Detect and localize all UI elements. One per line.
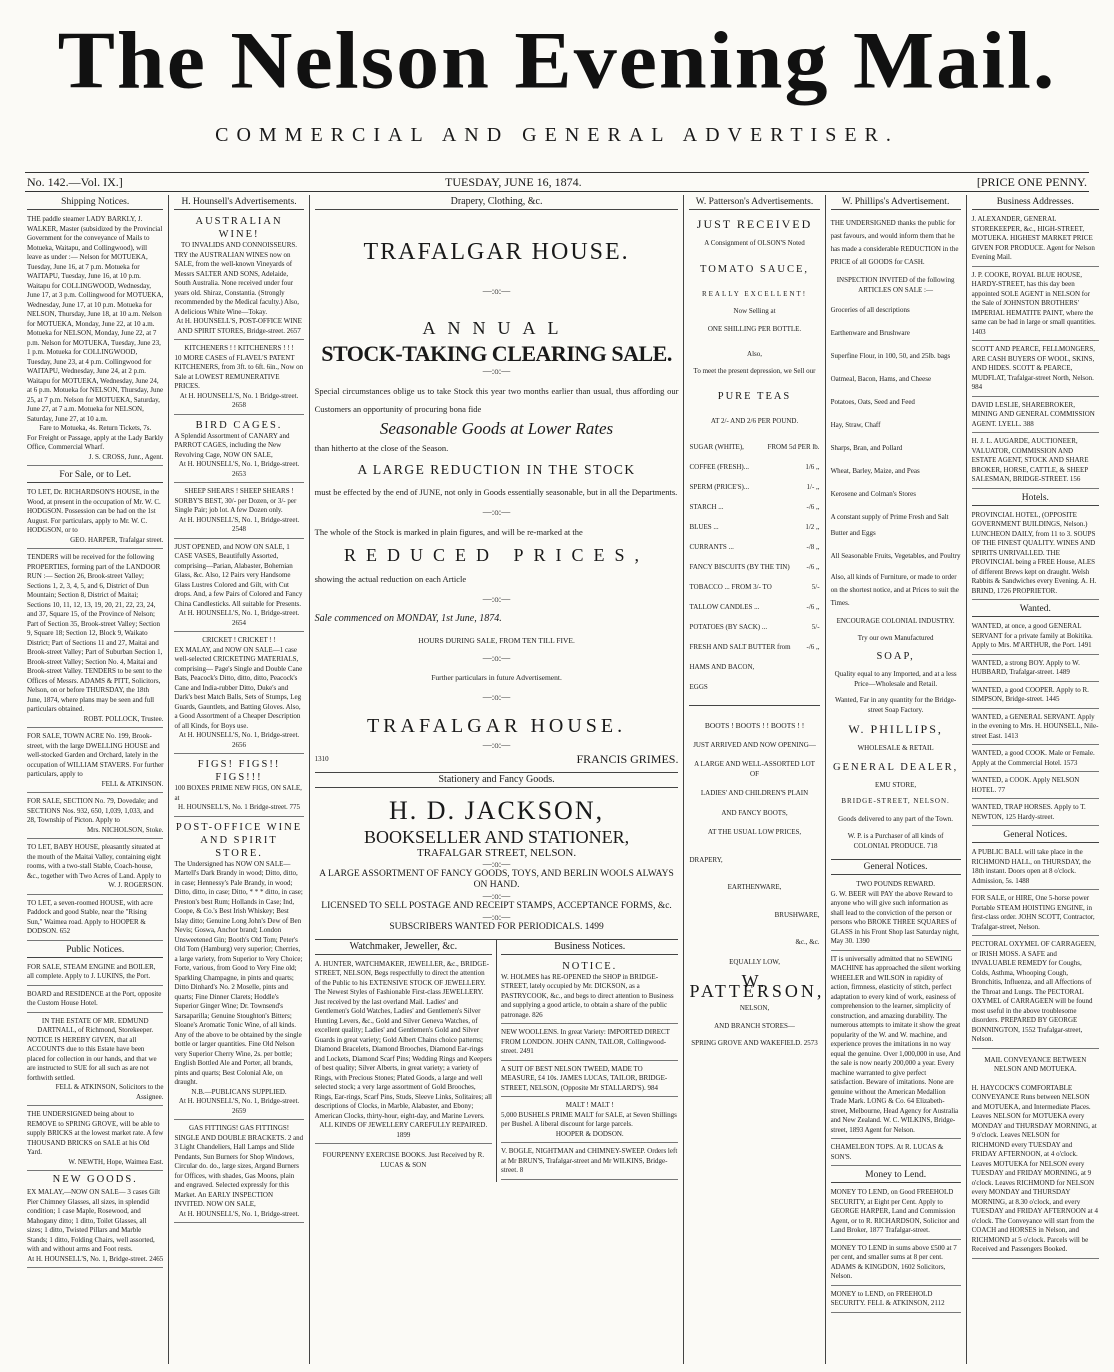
newspaper-title: The Nelson Evening Mail. xyxy=(57,14,1057,106)
trafalgar-house-title: TRAFALGAR HOUSE. xyxy=(363,239,630,265)
advertisement: TO LET, Dr. RICHARDSON'S HOUSE, in the Wood, at present in the occupation of Mr. W. C. HODGSON. Possession can be had on the 1st August. For particulars, apply to Mr. W. C. HODGSON, or to GEO. HARPER, Trafalgar street. xyxy=(27,486,163,549)
issue-number: No. 142.—Vol. IX.] xyxy=(27,175,123,189)
advertisement: THE paddle steamer LADY BARKLY, J. WALKER, Master (subsidized by the Provincial Government for the conveyance of Mails to Motueka, Waitapu, and Collingwood), will leave as under :— Nelson for MOTUEKA, Tuesday, June 16, at 7 p.m. Motueka for WAITAPU, Tuesday, June 16, at 10 p.m. Waitapu for COLLINGWOOD, Wednesday, June 17, at 3 p.m. Collingwood for MOTUEKA, Wednesday, June 17, at 10 p.m. Motueka for NELSON, Thursday, June 18, at 10 a.m. Nelson for MOTUEKA, Monday, June 22, at 10 a.m. Motueka for NELSON, Monday, June 22, at 7 p.m. Nelson for MOTUEKA, Tuesday, June 23, 1 p.m. Motueka for COLLINGWOOD, Tuesday, June 23, at 4 p.m. Collingwood for WAITAPU, Wednesday, June 24, at 2 p.m. Waitapu for MOTUEKA, Wednesday, June 24, at 6 p.m. Motueka for NELSON, Thursday, June 25, at 7 p.m. Nelson for MOTUEKA, Saturday, June 27, at 7 a.m. Motueka for NELSON, Saturday, June 27, at 10 a.m. Fare to Motueka, 4s. Return Tickets, 7s. For Freight or Passage, apply at the Lady Barkly Office, Commercial Wharf. J. S. CROSS, Junr., Agent. xyxy=(27,213,163,466)
article-item: Oatmeal, Bacon, Hams, and Cheese xyxy=(830,375,932,383)
price-row xyxy=(689,677,819,697)
price-value: 1/6 ,, xyxy=(805,462,820,471)
column-drapery: Drapery, Clothing, &c. TRAFALGAR HOUSE. —:o:— ANNUAL STOCK-TAKING CLEARING SALE. —:o:— Special circumstances oblige us to take Stock this year two months earlier than usual, thus affording our Customers an opportunity of procuring bona fide Seasonable Goods at Lower Rates than hitherto at the close of the Season. A LARGE REDUCTION IN THE STOCK must be effected by the end of JUNE, not only in Goods essentially seasonable, but in all the Departments. —:o:— The whole of the Stock is marked in plain figures, and will be re-marked at the REDUCED PRICES, showing the actual reduction on each Article —:o:— Sale commenced on MONDAY, 1st June, 1874. HOURS DURING SALE, FROM TEN TILL FIVE. —:o:— Further particulars in future Advertisement. —:o:— TRAFALGAR HOUSE. —:o:— 1310 FRANCIS GRIMES. Stationery and Fancy Goods. H. D. JACKSON, BOOKSELLER AND STATIONER, TRAFALGAR STREET, NELSON. —:o:— A LARGE ASSORTMENT OF FANCY GOODS, TOYS, AND BERLIN WOOLS ALWAYS ON HAND. —:o:— LICENSED TO SELL POSTAGE AND RECEIPT STAMPS, ACCEPTANCE FORMS, &c. —:o:— SUBSCRIBERS WANTED FOR PERIODICALS. 1499 Watchmaker, Jeweller, &c. A. HUNTER, WATCHMAKER, JEWELLER, &c., BRIDGE-STREET, NELSON, Begs respectfully to direct the attention of the Public to his EXTENSIVE STOCK OF JEWELLERY. The Newest Styles of Fashionable First-class JEWELLERY. Just received by the last overland Mail. Ladies' and Gentlemen's Gold Watches, Ladies' and Gentlemen's Silver Hunting Levers, &c., Gold and Silver Geneva Watches, of excellent quality; Ladies' and Gentlemen's Gold and Silver Guards in great variety; Gold Albert Chains choice patterns; Diamond Bracelets, Diamond Brooches, Diamond Ear-rings and Lockets, Diamond Scarf Pins; Wedding Rings and Keepers of best quality; Silver Alberts, in great variety; a variety of Rings, with Precious Stones; Plated Goods, a large and well selected stock; a very large assortment of Gold Brooches, Rings, Ear-rings, Scarf Pins, Studs, Sleeve Links, Solitaires; all descriptions of Clocks, in Marble, Alabaster, and Ebony; American Clocks, thirty-hour, eight-day, and Marine Levers. ALL KINDS OF JEWELLERY CAREFULLY REPAIRED. 1899 FOURPENNY EXERCISE BOOKS. Just Received by R. LUCAS & SON Business Notices. NOTICE. W. HOLMES has RE-OPENED the SHOP in BRIDGE-STREET, lately occupied by Mr. DICKSON, as a PASTRYCOOK, &c., and begs to direct attention to Business and supplying a good article, to obtain a share of the public patronage. 826 NEW WOOLLENS. In great Variety: IMPORTED DIRECT FROM LONDON. JOHN CANN, TAILOR, Collingwood-street. 2491 A SUIT OF BEST NELSON TWEED, MADE TO MEASURE, £4 10s. JAMES LUCAS, TAILOR, BRIDGE-STREET, NELSON, (Opposite Mr STALLARD'S). 984 MALT ! MALT ! 5,000 BUSHELS PRIME MALT for SALE, at Seven Shillings per Bushel. A liberal discount for large parcels. HOOPER & DODSON. V. BOGLE, NIGHTMAN and CHIMNEY-SWEEP. Orders left at Mr BRUN'S, Trafalgar-street and Mr WILKINS, Bridge-street. 8 xyxy=(310,195,685,1364)
advertisement: EX MALAY,—NOW ON SALE— 3 cases Gilt Pier Chimney Glasses, all sizes, in splendid condition; 1 case Maple, Rosewood, and Mahogany ditto; 1 ditto, Toilet Glasses, all sizes; 1 ditto, Twisted Pillars and Marble Stands; 1 ditto, Folding Chairs, well assorted, with and without arms and Foot rests. At H. HOUNSELL'S, No. 1, Bridge-street. 2465 xyxy=(27,1186,163,1268)
advertisement: KITCHENERS ! ! KITCHENERS ! ! ! 10 MORE CASES of FLAVEL'S PATENT KITCHENERS, from 3ft. to 6ft. 6in., Now on Sale at LOWEST REMUNERATIVE PRICES. At H. HOUNSELL'S, No. 1 Bridge-street. 2658 xyxy=(174,342,303,415)
column-business: Business Addresses. J. ALEXANDER, GENERAL STOREKEEPER, &c., HIGH-STREET, MOTUEKA. HIGHEST MARKET PRICE GIVEN FOR PRODUCE. Agent for Nelson Evening Mail. J. P. COOKE, ROYAL BLUE HOUSE, HARDY-STREET, has this day been appointed SOLE AGENT in NELSON for the Sale of JOHNSTON BROTHERS' IMPERIAL HEMATITE PAINT, where the same can be had in large or small quantities. 1403 SCOTT AND PEARCE, FELLMONGERS, ARE CASH BUYERS OF WOOL, SKINS, AND HIDES. SCOTT & PEARCE, MUDFLAT, Trafalgar-street North, Nelson. 984 DAVID LESLIE, SHAREBROKER, MINING AND GENERAL COMMISSION AGENT. LYELL. 388 H. J. L. AUGARDE, AUCTIONEER, VALUATOR, COMMISSION AND ESTATE AGENT, STOCK AND SHARE BROKER, HORSE, CATTLE, & SHEEP SALESMAN, BRIDGE-STREET. 156 Hotels. PROVINCIAL HOTEL, (OPPOSITE GOVERNMENT BUILDINGS, Nelson.) LUNCHEON DAILY, from 11 to 3. SOUPS OF THE FINEST QUALITY. WINES AND SPIRITS UNRIVALLED. THE PROVINCIAL being a FREE House, ALES of different Brews kept on draught. Welsh Rabbits & Sandwiches every Evening. A. H. BRIND, 1726 PROPRIETOR. Wanted. WANTED, at once, a good GENERAL SERVANT for a private family at Bokitika. Apply to Mrs. M'ARTHUR, the Port. 1491 WANTED, a strong BOY. Apply to W. HUBBARD, Trafalgar-street. 1489 WANTED, a good COOPER. Apply to R. SIMPSON, Bridge-street. 1445 WANTED, a GENERAL SERVANT. Apply in the evening to Mrs. H. HOUNSELL, Nile-street East. 1413 WANTED, a good COOK. Male or Female. Apply at the Commercial Hotel. 1573 WANTED, a COOK. Apply NELSON HOTEL. 77 WANTED, TRAP HORSES. Apply to T. NEWTON, 125 Hardy-street. General Notices. A PUBLIC BALL will take place in the RICHMOND HALL, on THURSDAY, the 18th instant. Doors open at 8 o'clock. Admission, 5s. 1488 FOR SALE, or HIRE, One 5-horse power Portable STEAM HOISTING ENGINE, in first-class order. JOHN SCOTT, Contractor, Trafalgar-street, Nelson. PECTORAL OXYMEL OF CARRAGEEN, or IRISH MOSS. A SAFE and INVALUABLE REMEDY for Coughs, Colds, Asthma, Whooping Cough, Bronchitis, Influenza, and all Affections of the Throat and Lungs. The PECTORAL OXYMEL of CARRAGEEN will be found most useful in the above troublesome disorders. PREPARED BY GEORGE BONNINGTON, 1552 Trafalgar-street, Nelson. MAIL CONVEYANCE BETWEEN NELSON AND MOTUEKA. H. HAYCOCK'S COMFORTABLE CONVEYANCE Runs between NELSON and MOTUEKA, and Intermediate Places. Leaves NELSON for MOTUEKA every MONDAY and THURSDAY MORNING, at 9 o'clock. Leaves NELSON for RICHMOND every TUESDAY and FRIDAY AFTERNOON, at 4 o'clock. Leaves MOTUEKA for NELSON every TUESDAY and FRIDAY MORNING, at 9 o'clock. Leaves RICHMOND for NELSON every MONDAY and THURSDAY MORNING, at 8.30 o'clock, and every TUESDAY and FRIDAY AFTERNOON at 4 o'clock. The Conveyance will start from the COACH and HORSES in Nelson, and RICHMOND at 5 o'clock. Parcels will be Received and Passengers Booked. xyxy=(967,195,1104,1364)
patterson-name: W. PATTERSON, xyxy=(689,971,825,1001)
price-item: COFFEE (FRESH)... xyxy=(689,462,749,471)
advertisement: FOR SALE, STEAM ENGINE and BOILER, all complete. Apply to J. LUKINS, the Port. xyxy=(27,961,163,986)
advertisement: CRICKET ! CRICKET ! ! EX MALAY, and NOW ON SALE—1 case well-selected CRICKETING MATERIALS, comprising— Page's Single and Double Cane Bats, Peacock's Ditto, ditto, ditto, Peacock's Cane and India-rubber Ditto, Duke's and Dark's best Match Balls, Sets of Stumps, Leg Guards, Gauntlets, and Batting Gloves. Also, a Good Assortment of a Cheaper Description of all Kinds, for Boys use. At H. HOUNSELL'S, No. 1, Bridge-street. 2656 xyxy=(174,634,303,754)
price-item: EGGS xyxy=(689,682,708,691)
price-row xyxy=(689,597,819,617)
advertisement: POST-OFFICE WINE AND SPIRIT STORE. The Undersigned has NOW ON SALE—Martell's Dark Brandy in wood; Ditto, ditto, in case; Hennessy's Pale Brandy, in wood; Ditto, ditto, in case; Ditto, * * * ditto, in case; Preston's best Rum; Hollands in Case; Ind, Coope, & Co.'s Best Irish Whiskey; Best Islay ditto; Genuine Long John's Dew of Ben Nevis; Goswa, Anchor brand; London Unsweetened Gin; Booth's Old Tom; Peter's Old Tom (Hamburg) very superior; Cherries, a large variety, from Superior to Very Choice; Forte, various, from Good to Very Fine old; Sparkling Champagne, in pints and quarts; Ditto Dinhard's No. 2 Moselle, pints and quarts; Fine Dinner Clarets; Hoddle's Superior Ginger Wine; Dr. Townsend's Sarsaparilla; Genuine Stoughton's Bitters; Sloane's Aromatic Tonic Wine, of all kinds. Any of the above to be obtained by the single bottle or larger quantities. Fine Old Nelson very Superior Cherry Wine, 2s. per bottle; English Bottled Ale and Porter, all brands, pints and quarts; Best Colonial Ale, on draught. N.B.—PUBLICANS SUPPLIED. At H. HOUNSELL'S, No. 1, Bridge-street. 2659 xyxy=(174,819,303,1121)
advertisement: AUSTRALIAN WINE! TO INVALIDS AND CONNOISSEURS. TRY the AUSTRALIAN WINES now on SALE, from the well-known Vineyards of Messrs SALTER AND SONS, Adelaide, South Australia. None received under four years old. Shiraz, Constantia. (Strongly recommended by the Medical faculty.) Also, A delicious White Wine—Tokay. At H. HOUNSELL'S, POST-OFFICE WINE AND SPIRIT STORES, Bridge-street. 2657 xyxy=(174,213,303,340)
price-item: SUGAR (WHITE), xyxy=(689,442,744,451)
price-value: -/6 ,, xyxy=(806,562,820,571)
annual-heading: ANNUAL xyxy=(422,318,571,338)
article-item: Earthenware and Brushware xyxy=(830,329,910,337)
price-item: HAMS AND BACON, xyxy=(689,662,755,671)
price-item: CURRANTS ... xyxy=(689,542,734,551)
issue-date: TUESDAY, JUNE 16, 1874. xyxy=(445,175,582,189)
article-item: Potatoes, Oats, Seed and Feed xyxy=(830,398,915,406)
article-item: Hay, Straw, Chaff xyxy=(830,421,881,429)
sub-columns: Watchmaker, Jeweller, &c. A. HUNTER, WATCHMAKER, JEWELLER, &c., BRIDGE-STREET, NELSON, Begs respectfully to direct the attention of the Public to his EXTENSIVE STOCK OF JEWELLERY. The Newest Styles of Fashionable First-class JEWELLERY. Just received by the last overland Mail. Ladies' and Gentlemen's Gold Watches, Ladies' and Gentlemen's Silver Hunting Levers, &c., Gold and Silver Geneva Watches, of excellent quality; Ladies' and Gentlemen's Gold and Silver Guards in great variety; Gold Albert Chains choice patterns; Diamond Bracelets, Diamond Brooches, Diamond Ear-rings and Lockets, Diamond Scarf Pins; Wedding Rings and Keepers of best quality; Silver Alberts, in great variety; a variety of Rings, with Precious Stones; Plated Goods, a large and well selected stock; a very large assortment of Gold Brooches, Rings, Ear-rings, Scarf Pins, Studs, Sleeve Links, Solitaires; all descriptions of Clocks, in Marble, Alabaster, and Ebony; American Clocks, thirty-hour, eight-day, and Marine Levers. ALL KINDS OF JEWELLERY CAREFULLY REPAIRED. 1899 FOURPENNY EXERCISE BOOKS. Just Received by R. LUCAS & SON Business Notices. NOTICE. W. HOLMES has RE-OPENED the SHOP in BRIDGE-STREET, lately occupied by Mr. DICKSON, as a PASTRYCOOK, &c., and begs to direct attention to Business and supplying a good article, to obtain a share of the public patronage. 826 NEW WOOLLENS. In great Variety: IMPORTED DIRECT FROM LONDON. JOHN CANN, TAILOR, Collingwood-street. 2491 A SUIT OF BEST NELSON TWEED, MADE TO MEASURE, £4 10s. JAMES LUCAS, TAILOR, BRIDGE-STREET, NELSON, (Opposite Mr STALLARD'S). 984 MALT ! MALT ! 5,000 BUSHELS PRIME MALT for SALE, at Seven Shillings per Bushel. A liberal discount for large parcels. HOOPER & DODSON. V. BOGLE, NIGHTMAN and CHIMNEY-SWEEP. Orders left at Mr BRUN'S, Trafalgar-street and Mr WILKINS, Bridge-street. 8 xyxy=(315,939,679,1182)
section-heading: H. Hounsell's Advertisements. xyxy=(174,195,303,210)
price-row xyxy=(689,437,819,457)
seasonable-goods: Seasonable Goods at Lower Rates xyxy=(379,418,614,438)
price-item: BLUES ... xyxy=(689,522,719,531)
advertisement: FIGS! FIGS!! FIGS!!! 100 BOXES PRIME NEW FIGS, ON SALE, at H. HOUNSELL'S, No. 1 Bridge-street. 775 xyxy=(174,756,303,817)
price-row xyxy=(689,657,819,677)
columns xyxy=(22,195,1104,1364)
section-heading: Drapery, Clothing, &c. xyxy=(315,195,679,210)
jackson-heading: H. D. JACKSON, xyxy=(389,795,605,825)
price-value: 5/- xyxy=(811,582,820,591)
article-item: Kerosene and Colman's Stores xyxy=(830,490,917,498)
price-item: TOBACCO ... FROM 3/- TO xyxy=(689,582,772,591)
section-heading: Business Addresses. xyxy=(972,195,1099,210)
price-value: 5/- xyxy=(811,622,820,631)
price-item: FANCY BISCUITS (BY THE TIN) xyxy=(689,562,790,571)
price-item: FRESH AND SALT BUTTER from xyxy=(689,642,791,651)
article-item: Sharps, Bran, and Pollard xyxy=(830,444,903,452)
advertisement: FOR SALE, TOWN ACRE No. 199, Brook-street, with the large DWELLING HOUSE and well-stocked Garden and Orchard, lately in the occupation of WILLIAM STAVERS. For further particulars, apply to FELL & ATKINSON. xyxy=(27,730,163,793)
price-row xyxy=(689,457,819,477)
advertisement: TO LET, a seven-roomed HOUSE, with acre Paddock and good Stable, near the "Rising Sun," Waimea road. Apply to HOOPER & DODSON. 652 xyxy=(27,897,163,941)
advertisement: TO LET, BABY HOUSE, pleasantly situated at the mouth of the Maitai Valley, containing eight rooms, with a two-stall Stable, Coach-house, &c., together with Two Acres of Land. Apply to W. J. ROGERSON. xyxy=(27,841,163,895)
section-heading: Stationery and Fancy Goods. xyxy=(315,772,679,788)
price-value: -/6 ,, xyxy=(806,502,820,511)
price-row xyxy=(689,517,819,537)
column-phillips: W. Phillips's Advertisement. THE UNDERSIGNED thanks the public for past favours, and would inform them that he has made a considerable REDUCTION in the PRICE of all GOODS for CASH. INSPECTION INVITED of the following ARTICLES ON SALE :— Groceries of all descriptions Earthenware and Brushware Superfine Flour, in 100, 50, and 25lb. bags Oatmeal, Bacon, Hams, and Cheese Potatoes, Oats, Seed and Feed Hay, Straw, Chaff Sharps, Bran, and Pollard Wheat, Barley, Maize, and Peas Kerosene and Colman's Stores A constant supply of Prime Fresh and Salt Butter and Eggs All Seasonable Fruits, Vegetables, and Poultry Also, all kinds of Furniture, or made to order on the shortest notice, and at Prices to suit the Times. ENCOURAGE COLONIAL INDUSTRY. Try our own Manufactured SOAP, Quality equal to any Imported, and at a less Price—Wholesale and Retail. Wanted, Far in any quantity for the Bridge-street Soap Factory. W. PHILLIPS, WHOLESALE & RETAIL GENERAL DEALER, EMU STORE, BRIDGE-STREET, NELSON. Goods delivered to any part of the Town. W. P. is a Purchaser of all kinds of COLONIAL PRODUCE. 718 General Notices. TWO POUNDS REWARD. G. W. BEER will PAY the above Reward to anyone who will give such information as shall lead to the conviction of the person or persons who BROKE THREE SQUARES of GLASS in his Front Shop last Saturday night, May 30. 1390 IT is universally admitted that no SEWING MACHINE has approached the silent working WHEELER and WILSON in rapidity of action, firmness, elasticity of stitch, perfect adaptation to every kind of work, easiness of comprehension to the learner, simplicity of construction, and amazing durability. The numerous attempts to imitate it show the great popularity of the W. and W. machine, and experience proves the imitations in no way equal the genuine. Over 1,000,000 in use, And the sale is now nearly 200,000 a year. Every machine warranted to give perfect satisfaction. Beware of imitations. None are genuine without the American Medallion Trade Mark. LONG & Co. 64 Elizabeth-street, Melbourne, Head Agency for Australia and New Zealand. W. C. WILKINS, Bridge-street, 1893 Agent for Nelson. CHAMELEON TOPS. At R. LUCAS & SON'S. Money to Lend. MONEY TO LEND, on Good FREEHOLD SECURITY, at Eight per Cent. Apply to GEORGE HARPER, Land and Commission Agent, or to R. RICHARDSON, Solicitor and Land Broker, 1877 Trafalgar-street. MONEY TO LEND in sums above £500 at 7 per cent, and smaller sums at 8 per cent. ADAMS & KINGDON, 1602 Solicitors, Nelson. MONEY to LEND, on FREEHOLD SECURITY. FELL & ATKINSON, 2112 xyxy=(826,195,967,1364)
price-row xyxy=(689,617,819,637)
section-heading: Shipping Notices. xyxy=(27,195,163,210)
advertisement: GAS FITTINGS! GAS FITTINGS! SINGLE AND DOUBLE BRACKETS. 2 and 3 Light Chandeliers, Hall Lamps and Slide Pendants, Sun Burners for Shop Windows, Circular do. do., large sizes, Argand Burners for Offices, with shades, Gas Moons, plain and engraved. Selected expressly for this Market. An EARLY INSPECTION INVITED. NOW ON SALE, At H. HOUNSELL'S, No. 1, Bridge-street. xyxy=(174,1122,303,1223)
column-hounsell xyxy=(169,195,309,1364)
price-list xyxy=(689,437,819,697)
price-row xyxy=(689,497,819,517)
advertisement: TENDERS will be received for the following PROPERTIES, forming part of the LANDOOR RUN :— Section 26, Brook-street Valley; Sections 1, 2, 3, 4, 5, and 6, District of Dun Mountain; Section 8, District of Maitai; Sections 10, 11, 12, 13, 19, 20, 21, 22, 23, 24, and 37, Square 15, of the Province of Nelson; Part of Section 35, Brook-street Valley; Section 9, Square 18; Section 12, Block 9, Waikato District; Part of Sections 11 and 27, Maitai and Brook-street Valley; Part of Suburban Section 1, Brook-street Valley; Section No. 4, Maitai and Brook-street Valley. TENDERS to be sent to the Offices of Messrs. ADAMS & PITT, Solicitors, Nelson, on or before THURSDAY, the 18th June, 1874, where plans may be seen and full particulars obtained. ROBT. POLLOCK, Trustee. xyxy=(27,551,163,728)
article-list xyxy=(831,302,961,564)
section-heading: NEW GOODS. xyxy=(52,1174,138,1185)
price-value: -/6 ,, xyxy=(806,602,820,611)
section-heading: W. Patterson's Advertisements. xyxy=(689,195,819,210)
column-shipping xyxy=(22,195,169,1364)
article-item: A constant supply of Prime Fresh and Salt Butter and Eggs xyxy=(830,513,949,537)
dateline xyxy=(25,172,1089,192)
price-value: FROM 5d PER lb. xyxy=(767,442,820,451)
price-row xyxy=(689,477,819,497)
price-row xyxy=(689,537,819,557)
section-heading: For Sale, or to Let. xyxy=(27,468,163,483)
price-item: POTATOES (BY SACK) ... xyxy=(689,622,768,631)
advertisement: SHEEP SHEARS ! SHEEP SHEARS ! SORBY'S BEST, 30/- per Dozen, or 3/- per Single Pair; job lot. A few Dozen only. At H. HOUNSELL'S, No. 1, Bridge-street. 2548 xyxy=(174,485,303,539)
section-heading: Public Notices. xyxy=(27,943,163,958)
advertisement: FOR SALE, SECTION No. 79, Dovedale; and SECTIONS Nos. 932, 650, 1,039, 1,033, and 28, Township of Picton. Apply to Mrs. NICHOLSON, Stoke. xyxy=(27,795,163,839)
article-item: Groceries of all descriptions xyxy=(830,306,910,314)
column-patterson: W. Patterson's Advertisements. JUST RECEIVED A Consignment of OLSON'S Noted TOMATO SAUCE, REALLY EXCELLENT! Now Selling at ONE SHILLING PER BOTTLE. Also, To meet the present depression, we Sell our PURE TEAS AT 2/- AND 2/6 PER POUND. SUGAR (WHITE), FROM 5d PER lb. COFFEE (FRESH)... 1/6 ,, SPERM (PRICE'S)... 1/- ,, STARCH ... -/6 ,, BLUES ... 1/2 ,, CURRANTS ... -/8 ,, FANCY BISCUITS (BY THE TIN) -/6 ,, TOBACCO ... FROM 3/- TO 5/- TALLOW CANDLES ... -/6 ,, POTATOES (BY SACK) ... 5/- FRESH AND SALT BUTTER from -/6 ,, HAMS AND BACON, EGGS BOOTS ! BOOTS ! ! BOOTS ! ! JUST ARRIVED AND NOW OPENING— A LARGE AND WELL-ASSORTED LOT OF LADIES' AND CHILDREN'S PLAIN AND FANCY BOOTS, AT THE USUAL LOW PRICES, DRAPERY, EARTHENWARE, BRUSHWARE, &c., &c. EQUALLY LOW, W. PATTERSON, NELSON, AND BRANCH STORES— SPRING GROVE AND WAKEFIELD. 2573 xyxy=(684,195,825,1364)
section-heading: W. Phillips's Advertisement. xyxy=(831,195,961,210)
issue-price: [PRICE ONE PENNY. xyxy=(976,175,1087,189)
price-value: -/6 ,, xyxy=(806,642,820,651)
price-item: STARCH ... xyxy=(689,502,724,511)
article-item: Wheat, Barley, Maize, and Peas xyxy=(830,467,920,475)
advertisement: BIRD CAGES. A Splendid Assortment of CANARY and PARROT CAGES, including the New Revolving Cage, NOW ON SALE, At H. HOUNSELL'S, No. 1, Bridge-street. 2653 xyxy=(174,417,303,484)
price-value: 1/- ,, xyxy=(806,482,820,491)
price-row xyxy=(689,577,819,597)
francis-grimes: FRANCIS GRIMES. xyxy=(576,751,679,766)
article-item: All Seasonable Fruits, Vegetables, and Poultry xyxy=(830,552,961,560)
price-value: -/8 ,, xyxy=(806,542,820,551)
article-item: Superfine Flour, in 100, 50, and 25lb. bags xyxy=(830,352,951,360)
newspaper-subtitle: COMMERCIAL AND GENERAL ADVERTISER. xyxy=(215,124,899,146)
price-value: 1/2 ,, xyxy=(805,522,820,531)
advertisement: THE UNDERSIGNED being about to REMOVE to SPRING GROVE, will be able to supply BRICKS at the lowest market rate. A few THOUSAND BRICKS on SALE at his Old Yard. W. NEWTH, Hope, Waimea East. xyxy=(27,1108,163,1171)
price-row xyxy=(689,557,819,577)
masthead xyxy=(0,0,1114,146)
price-item: TALLOW CANDLES ... xyxy=(689,602,760,611)
advertisement: BOARD and RESIDENCE at the Port, opposite the Custom House Hotel. xyxy=(27,988,163,1013)
price-item: SPERM (PRICE'S)... xyxy=(689,482,750,491)
advertisement: JUST OPENED, and NOW ON SALE, 1 CASE VASES, Beautifully Assorted, comprising—Parian, Alabaster, Bohemian Glass, &c. Also, 12 Pairs very Handsome Glass Lustres Colored and Gilt, with Cut drops. And, a few Pairs of Colored and Fancy China Candlesticks. All suitable for Presents. At H. HOUNSELL'S, No. 1, Bridge-street. 2654 xyxy=(174,541,303,633)
stock-taking-heading: STOCK-TAKING CLEARING SALE. xyxy=(321,340,672,366)
advertisement: IN THE ESTATE OF MR. EDMUND DARTNALL, of Richmond, Storekeeper. NOTICE IS HEREBY GIVEN, that all ACCOUNTS due to this Estate have been placed for collection in our hands, and that we are instructed to SUE for all such as are not forthwith settled. FELL & ATKINSON, Solicitors to the Assignee. xyxy=(27,1015,163,1107)
price-row xyxy=(689,637,819,657)
